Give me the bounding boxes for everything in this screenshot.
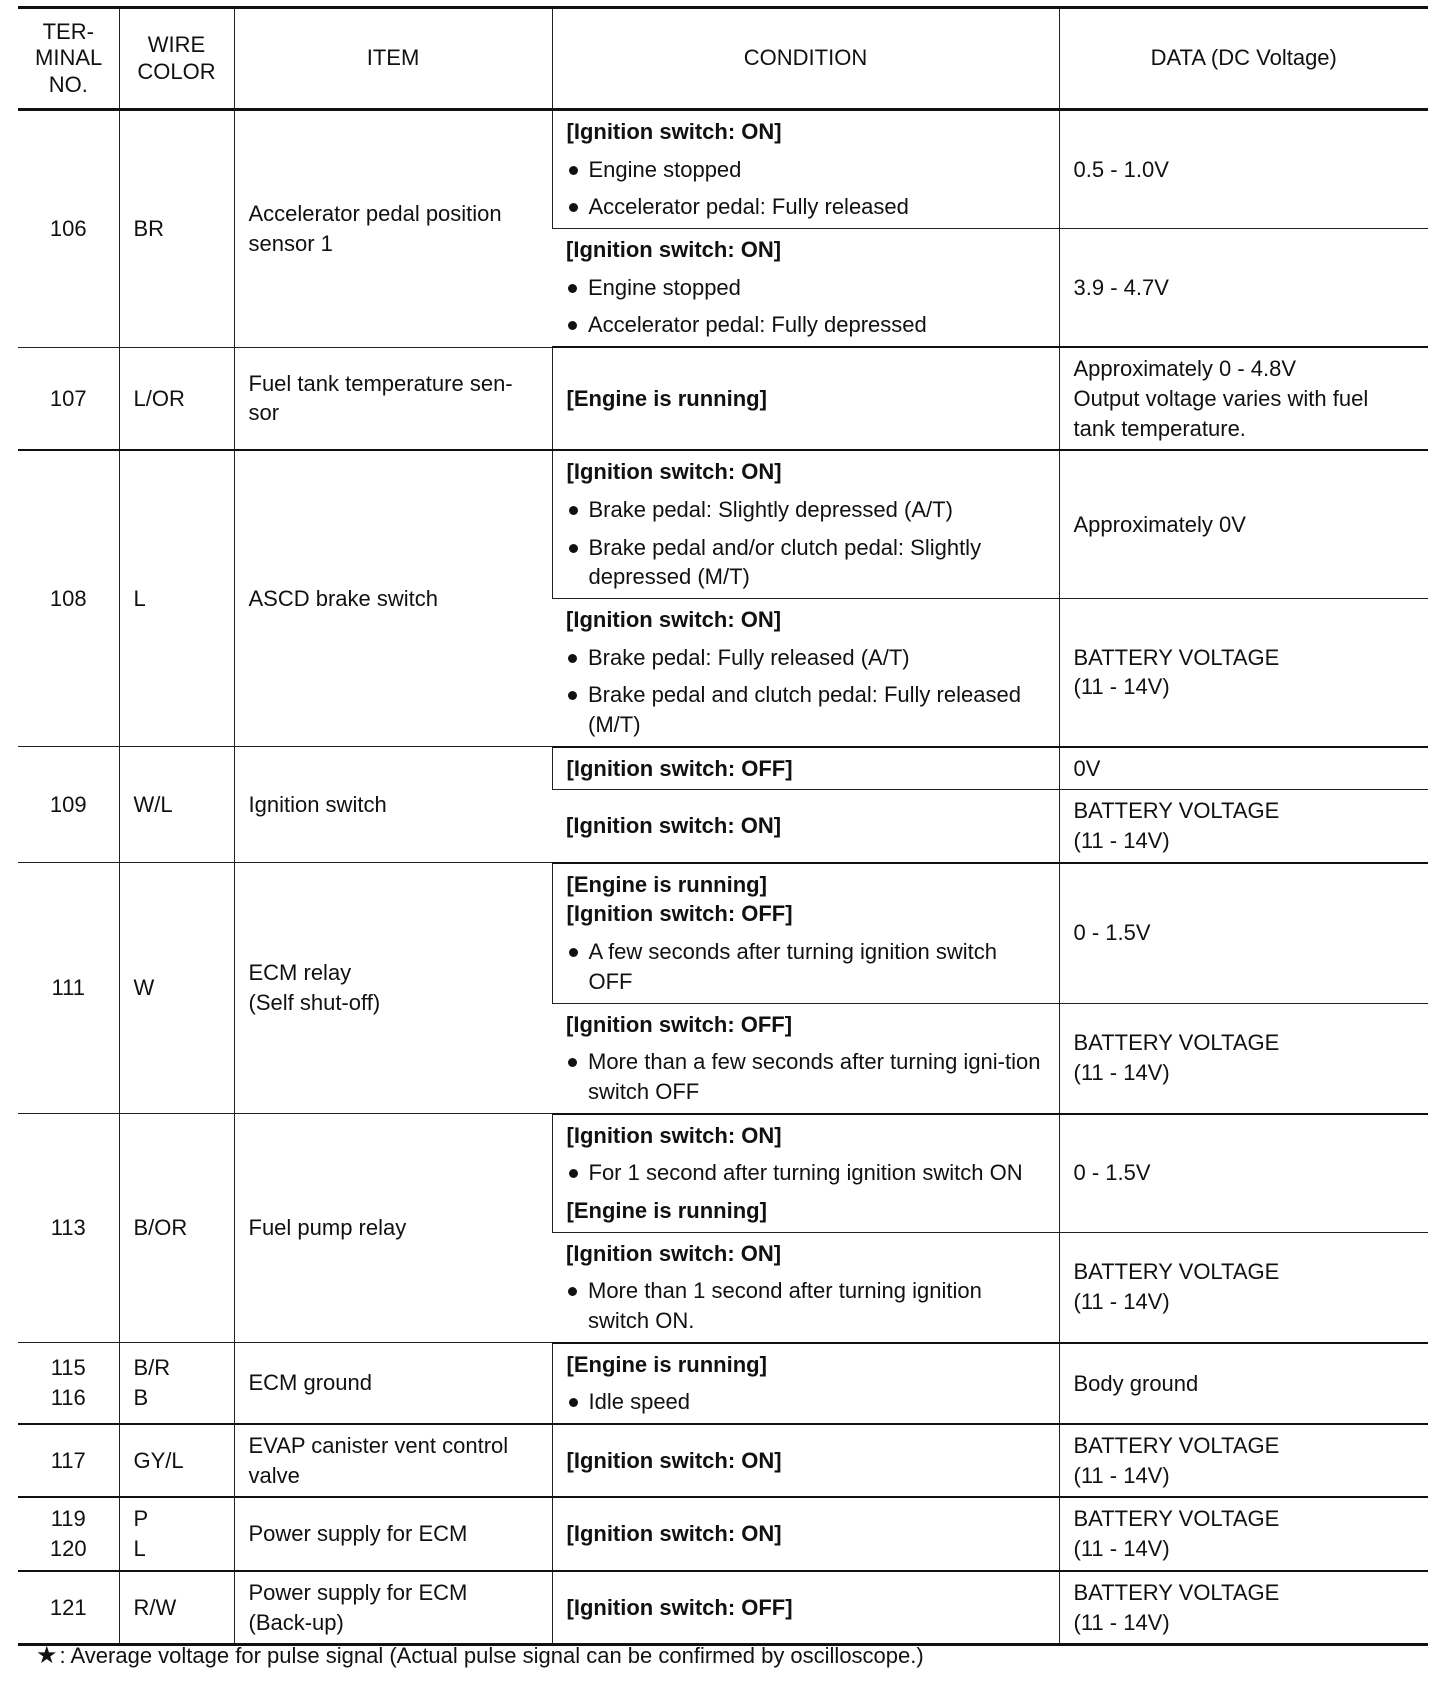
bullet-dot-icon bbox=[569, 166, 578, 175]
data-voltage-cell: BATTERY VOLTAGE (11 - 14V) bbox=[1059, 1571, 1428, 1645]
table-row bbox=[18, 1343, 1428, 1424]
condition-header: [Ignition switch: ON] bbox=[566, 1521, 782, 1547]
condition-cell bbox=[552, 347, 1059, 450]
terminal-no-cell: 121 bbox=[18, 1571, 119, 1645]
item-cell: Power supply for ECM (Back-up) bbox=[234, 1571, 552, 1645]
data-voltage-cell: 3.9 - 4.7V bbox=[1059, 229, 1428, 348]
condition-header: [Ignition switch: ON] bbox=[566, 119, 782, 144]
item-cell: Ignition switch bbox=[234, 747, 552, 863]
condition-bullet: Accelerator pedal: Fully depressed bbox=[566, 310, 1045, 340]
wire-color-cell: B/OR bbox=[119, 1114, 234, 1343]
condition-bullet: Brake pedal and clutch pedal: Fully released (M/T) bbox=[566, 680, 1045, 739]
condition-cell bbox=[552, 1343, 1059, 1424]
wire-color-cell: L bbox=[119, 450, 234, 747]
header-wire-color: WIRE COLOR bbox=[119, 8, 234, 110]
bullet-dot-icon bbox=[568, 691, 577, 700]
condition-header: [Engine is running] bbox=[566, 1197, 767, 1223]
condition-bullet: Idle speed bbox=[567, 1387, 1045, 1417]
data-voltage-cell: BATTERY VOLTAGE (11 - 14V) bbox=[1059, 1497, 1428, 1570]
terminal-no-cell: 108 bbox=[18, 450, 119, 747]
table-row bbox=[18, 1114, 1428, 1233]
table-body bbox=[18, 110, 1428, 1645]
table-row bbox=[18, 747, 1428, 790]
data-voltage-cell: 0V bbox=[1059, 747, 1428, 790]
bullet-dot-icon bbox=[568, 1287, 577, 1296]
data-voltage-cell: BATTERY VOLTAGE (11 - 14V) bbox=[1059, 1232, 1428, 1343]
star-icon: ★ bbox=[36, 1642, 58, 1669]
condition-bullet: A few seconds after turning ignition switch OFF bbox=[567, 937, 1045, 996]
condition-header: [Engine is running] bbox=[566, 385, 767, 411]
bullet-dot-icon bbox=[569, 948, 578, 957]
condition-header: [Ignition switch: ON] bbox=[566, 606, 782, 632]
bullet-dot-icon bbox=[568, 284, 577, 293]
terminal-no-cell: 113 bbox=[18, 1114, 119, 1343]
data-voltage-cell: BATTERY VOLTAGE (11 - 14V) bbox=[1059, 790, 1428, 863]
condition-bullet: More than a few seconds after turning igni-tion switch OFF bbox=[566, 1047, 1045, 1106]
condition-header: [Engine is running] bbox=[566, 871, 767, 897]
ecm-terminal-table bbox=[18, 6, 1428, 1646]
data-voltage-cell: BATTERY VOLTAGE (11 - 14V) bbox=[1059, 1003, 1428, 1114]
wire-color-cell: W bbox=[119, 863, 234, 1114]
condition-cell bbox=[552, 450, 1059, 598]
condition-cell bbox=[552, 790, 1059, 863]
header-condition: CONDITION bbox=[552, 8, 1059, 110]
data-voltage-cell: BATTERY VOLTAGE (11 - 14V) bbox=[1059, 1424, 1428, 1497]
bullet-dot-icon bbox=[569, 1398, 578, 1407]
header-row bbox=[18, 8, 1428, 110]
condition-bullet: Engine stopped bbox=[567, 155, 1045, 185]
condition-header: [Ignition switch: ON] bbox=[566, 1447, 782, 1473]
condition-cell bbox=[552, 110, 1059, 229]
table-row bbox=[18, 110, 1428, 229]
wire-color-cell: B/R B bbox=[119, 1343, 234, 1424]
terminal-no-cell: 106 bbox=[18, 110, 119, 348]
header-data: DATA (DC Voltage) bbox=[1059, 8, 1428, 110]
footnote-text: : Average voltage for pulse signal (Actual pulse signal can be confirmed by oscilloscope.) bbox=[59, 1642, 924, 1668]
item-cell: Fuel tank temperature sen- sor bbox=[234, 347, 552, 450]
table-row bbox=[18, 1424, 1428, 1497]
bullet-dot-icon bbox=[568, 1058, 577, 1067]
condition-header: [Ignition switch: ON] bbox=[566, 813, 782, 839]
data-voltage-cell: 0.5 - 1.0V bbox=[1059, 110, 1428, 229]
condition-bullet: Brake pedal: Slightly depressed (A/T) bbox=[567, 495, 1045, 525]
terminal-no-cell: 119 120 bbox=[18, 1497, 119, 1570]
condition-header: [Ignition switch: ON] bbox=[566, 237, 782, 263]
wire-color-cell: R/W bbox=[119, 1571, 234, 1645]
bullet-dot-icon bbox=[569, 203, 578, 212]
terminal-no-cell: 109 bbox=[18, 747, 119, 863]
terminal-no-cell: 117 bbox=[18, 1424, 119, 1497]
condition-bullet: Brake pedal: Fully released (A/T) bbox=[566, 643, 1045, 673]
bullet-dot-icon bbox=[569, 1169, 578, 1178]
condition-bullet: Engine stopped bbox=[566, 273, 1045, 303]
data-voltage-cell: BATTERY VOLTAGE (11 - 14V) bbox=[1059, 598, 1428, 746]
condition-cell bbox=[552, 863, 1059, 1003]
condition-cell bbox=[552, 598, 1059, 746]
data-voltage-cell: Approximately 0 - 4.8V Output voltage varies with fuel tank temperature. bbox=[1059, 347, 1428, 450]
condition-bullet: For 1 second after turning ignition switch ON bbox=[567, 1158, 1045, 1188]
wire-color-cell: W/L bbox=[119, 747, 234, 863]
condition-header: [Ignition switch: ON] bbox=[566, 1240, 782, 1266]
data-voltage-cell: Approximately 0V bbox=[1059, 450, 1428, 598]
item-cell: EVAP canister vent control valve bbox=[234, 1424, 552, 1497]
condition-bullet: Brake pedal and/or clutch pedal: Slightly depressed (M/T) bbox=[567, 533, 1045, 592]
condition-cell bbox=[552, 747, 1059, 790]
table-row bbox=[18, 450, 1428, 598]
condition-header: [Engine is running] bbox=[566, 1351, 767, 1377]
condition-cell bbox=[552, 1424, 1059, 1497]
terminal-no-cell: 111 bbox=[18, 863, 119, 1114]
table-row bbox=[18, 1571, 1428, 1645]
condition-header: [Ignition switch: OFF] bbox=[566, 755, 793, 781]
condition-bullet: More than 1 second after turning ignition switch ON. bbox=[566, 1276, 1045, 1335]
document-page bbox=[18, 6, 1428, 1669]
bullet-dot-icon bbox=[568, 654, 577, 663]
bullet-dot-icon bbox=[569, 544, 578, 553]
table-row bbox=[18, 1497, 1428, 1570]
bullet-dot-icon bbox=[568, 321, 577, 330]
data-voltage-cell: 0 - 1.5V bbox=[1059, 1114, 1428, 1233]
bullet-dot-icon bbox=[569, 506, 578, 515]
item-cell: ECM ground bbox=[234, 1343, 552, 1424]
terminal-no-cell: 107 bbox=[18, 347, 119, 450]
wire-color-cell: BR bbox=[119, 110, 234, 348]
table-row bbox=[18, 863, 1428, 1003]
item-cell: ECM relay (Self shut-off) bbox=[234, 863, 552, 1114]
data-voltage-cell: 0 - 1.5V bbox=[1059, 863, 1428, 1003]
data-voltage-cell: Body ground bbox=[1059, 1343, 1428, 1424]
condition-header: [Ignition switch: OFF] bbox=[566, 1011, 793, 1037]
condition-cell bbox=[552, 1497, 1059, 1570]
table-row bbox=[18, 347, 1428, 450]
condition-header: [Ignition switch: OFF] bbox=[566, 901, 793, 927]
condition-cell bbox=[552, 1003, 1059, 1114]
condition-cell bbox=[552, 229, 1059, 348]
condition-cell bbox=[552, 1232, 1059, 1343]
header-item: ITEM bbox=[234, 8, 552, 110]
item-cell: Power supply for ECM bbox=[234, 1497, 552, 1570]
header-terminal-no: TER- MINAL NO. bbox=[18, 8, 119, 110]
wire-color-cell: P L bbox=[119, 1497, 234, 1570]
condition-header: [Ignition switch: ON] bbox=[566, 459, 782, 485]
wire-color-cell: GY/L bbox=[119, 1424, 234, 1497]
condition-header: [Ignition switch: ON] bbox=[566, 1122, 782, 1148]
item-cell: Fuel pump relay bbox=[234, 1114, 552, 1343]
condition-cell bbox=[552, 1571, 1059, 1645]
wire-color-cell: L/OR bbox=[119, 347, 234, 450]
terminal-no-cell: 115 116 bbox=[18, 1343, 119, 1424]
condition-bullet: Accelerator pedal: Fully released bbox=[567, 192, 1045, 222]
condition-header: [Ignition switch: OFF] bbox=[566, 1594, 793, 1620]
item-cell: Accelerator pedal position sensor 1 bbox=[234, 110, 552, 348]
item-cell: ASCD brake switch bbox=[234, 450, 552, 747]
footnote bbox=[36, 1641, 1440, 1670]
condition-cell bbox=[552, 1114, 1059, 1233]
